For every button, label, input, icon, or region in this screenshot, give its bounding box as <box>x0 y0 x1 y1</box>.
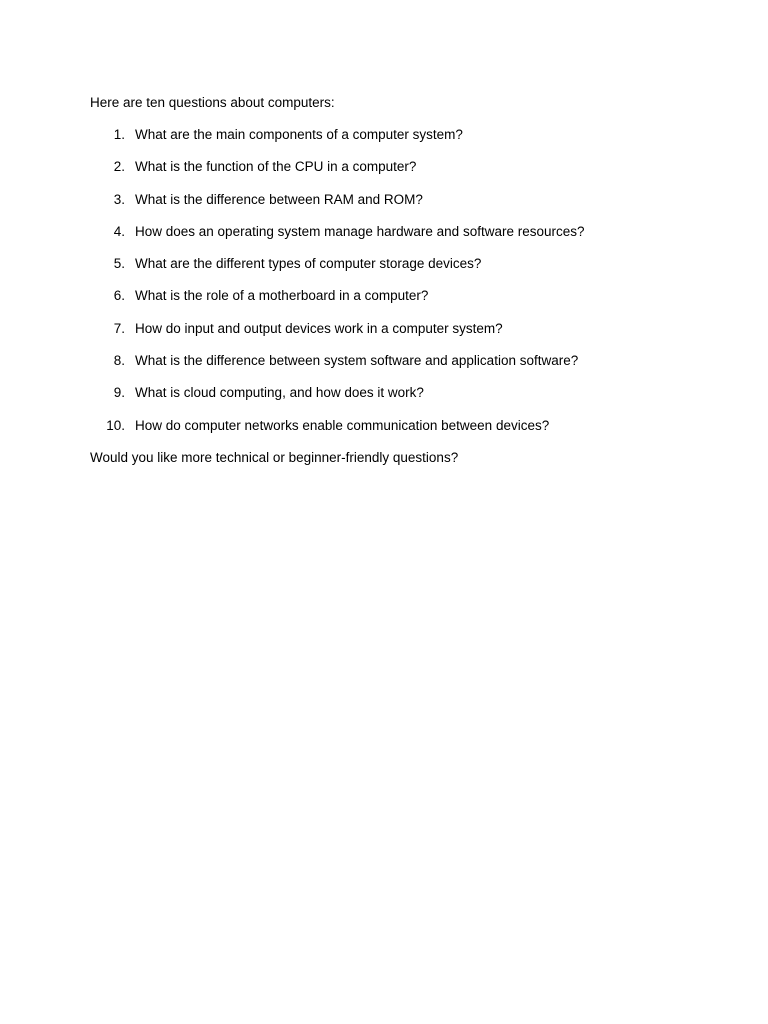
question-text: What is the function of the CPU in a computer? <box>135 159 417 175</box>
question-text: How do input and output devices work in a computer system? <box>135 320 503 336</box>
question-number: 7. <box>113 320 125 336</box>
question-text: How does an operating system manage hardware and software resources? <box>135 223 585 239</box>
question-text: What are the different types of computer storage devices? <box>135 256 482 272</box>
question-text: What are the main components of a computer system? <box>135 127 463 142</box>
question-number: 9. <box>113 385 125 401</box>
question-text: What is the difference between system software and application software? <box>135 353 579 369</box>
question-number: 3. <box>113 191 125 207</box>
closing-question: Would you like more technical or beginner-friendly questions? <box>90 450 459 465</box>
question-text: What is the role of a motherboard in a computer? <box>135 288 429 304</box>
intro-text: Here are ten questions about computers: <box>90 95 335 110</box>
question-number: 4. <box>113 223 125 239</box>
question-number: 6. <box>113 288 125 304</box>
question-number: 1. <box>113 127 125 142</box>
question-text: What is cloud computing, and how does it work? <box>135 385 424 401</box>
question-number: 5. <box>113 256 125 272</box>
question-number: 2. <box>113 159 125 175</box>
question-text: What is the difference between RAM and ROM? <box>135 191 423 207</box>
question-number: 10. <box>106 417 125 433</box>
question-text: How do computer networks enable communication between devices? <box>135 417 550 433</box>
question-number: 8. <box>113 353 125 369</box>
